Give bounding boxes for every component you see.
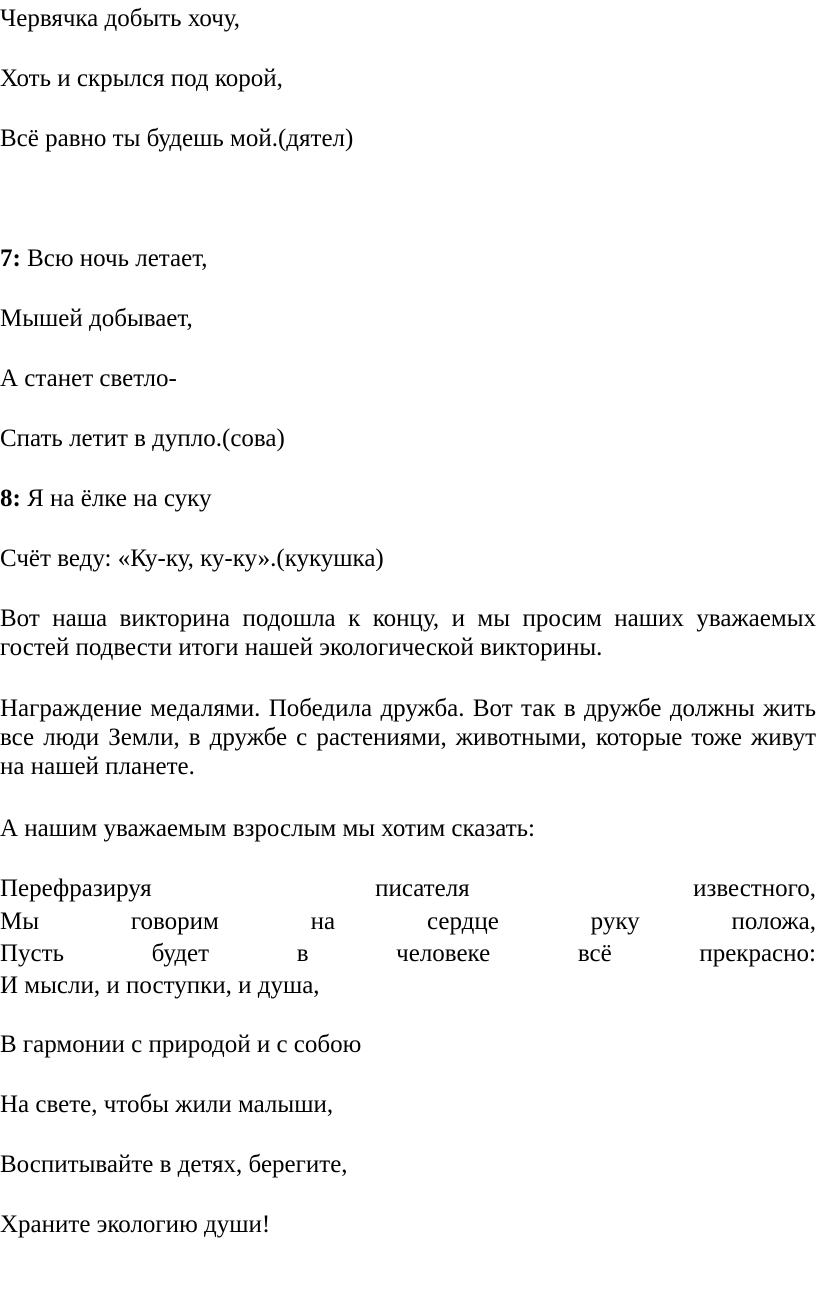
poem-row3 [0,939,816,968]
paragraph-to-adults: А нашим уважаемым взрослым мы хотим сказать: [0,815,535,842]
poem-word: человеке [396,940,491,967]
poem-row2 [0,907,816,936]
poem-word: руку [590,908,640,935]
riddle7-number: 7: [0,245,21,272]
riddle7-line1: Всю ночь летает, [20,245,208,272]
poem-word: писателя [375,875,470,902]
riddle6-line3: Всё равно ты будешь мой.(дятел) [0,125,354,152]
riddle6-line2: Хоть и скрылся под корой, [0,65,283,92]
riddle8-line1: Я на ёлке на суку [20,485,212,512]
paragraph-awards: Награждение медалями. Победила дружба. Вот так в дружбе должны жить все люди Земли, в дружбе с растениями, животными, которые тоже живут на нашей планете. [0,695,816,780]
poem-line8: Храните экологию души! [0,1211,271,1238]
poem-word: всё [577,940,612,967]
poem-word: на [310,908,336,935]
paragraph-end-of-quiz: Вот наша викторина подошла к концу, и мы просим наших уважаемых гостей подвести итоги нашей экологической викторины. [0,605,816,661]
riddle6-line1: Червячка добыть хочу, [0,5,241,32]
poem-word: будет [151,940,210,967]
riddle7-line2: Мышей добывает, [0,305,193,332]
poem-row1 [0,874,816,903]
poem-line5: В гармонии с природой и с собою [0,1031,362,1058]
riddle7-line3: А станет светло- [0,365,177,392]
riddle7-line4: Спать летит в дупло.(сова) [0,425,285,452]
riddle8-number: 8: [0,485,21,512]
poem-word: сердце [426,908,499,935]
poem-word: Пусть [0,940,64,967]
riddle8-first-line [0,484,211,513]
poem-word: в [296,940,309,967]
riddle8-line2: Счёт веду: «Ку-ку, ку-ку».(кукушка) [0,545,384,572]
poem-line6: На свете, чтобы жили малыши, [0,1091,334,1118]
poem-word: Мы [0,908,40,935]
poem-row4: И мысли, и поступки, и душа, [0,972,320,999]
riddle7-first-line [0,244,208,273]
poem-word: положа, [731,908,816,935]
poem-word: говорим [130,908,219,935]
poem-word: известного, [693,875,816,902]
poem-word: прекрасно: [699,940,816,967]
poem-line7: Воспитывайте в детях, берегите, [0,1151,348,1178]
poem-word: Перефразируя [0,875,152,902]
